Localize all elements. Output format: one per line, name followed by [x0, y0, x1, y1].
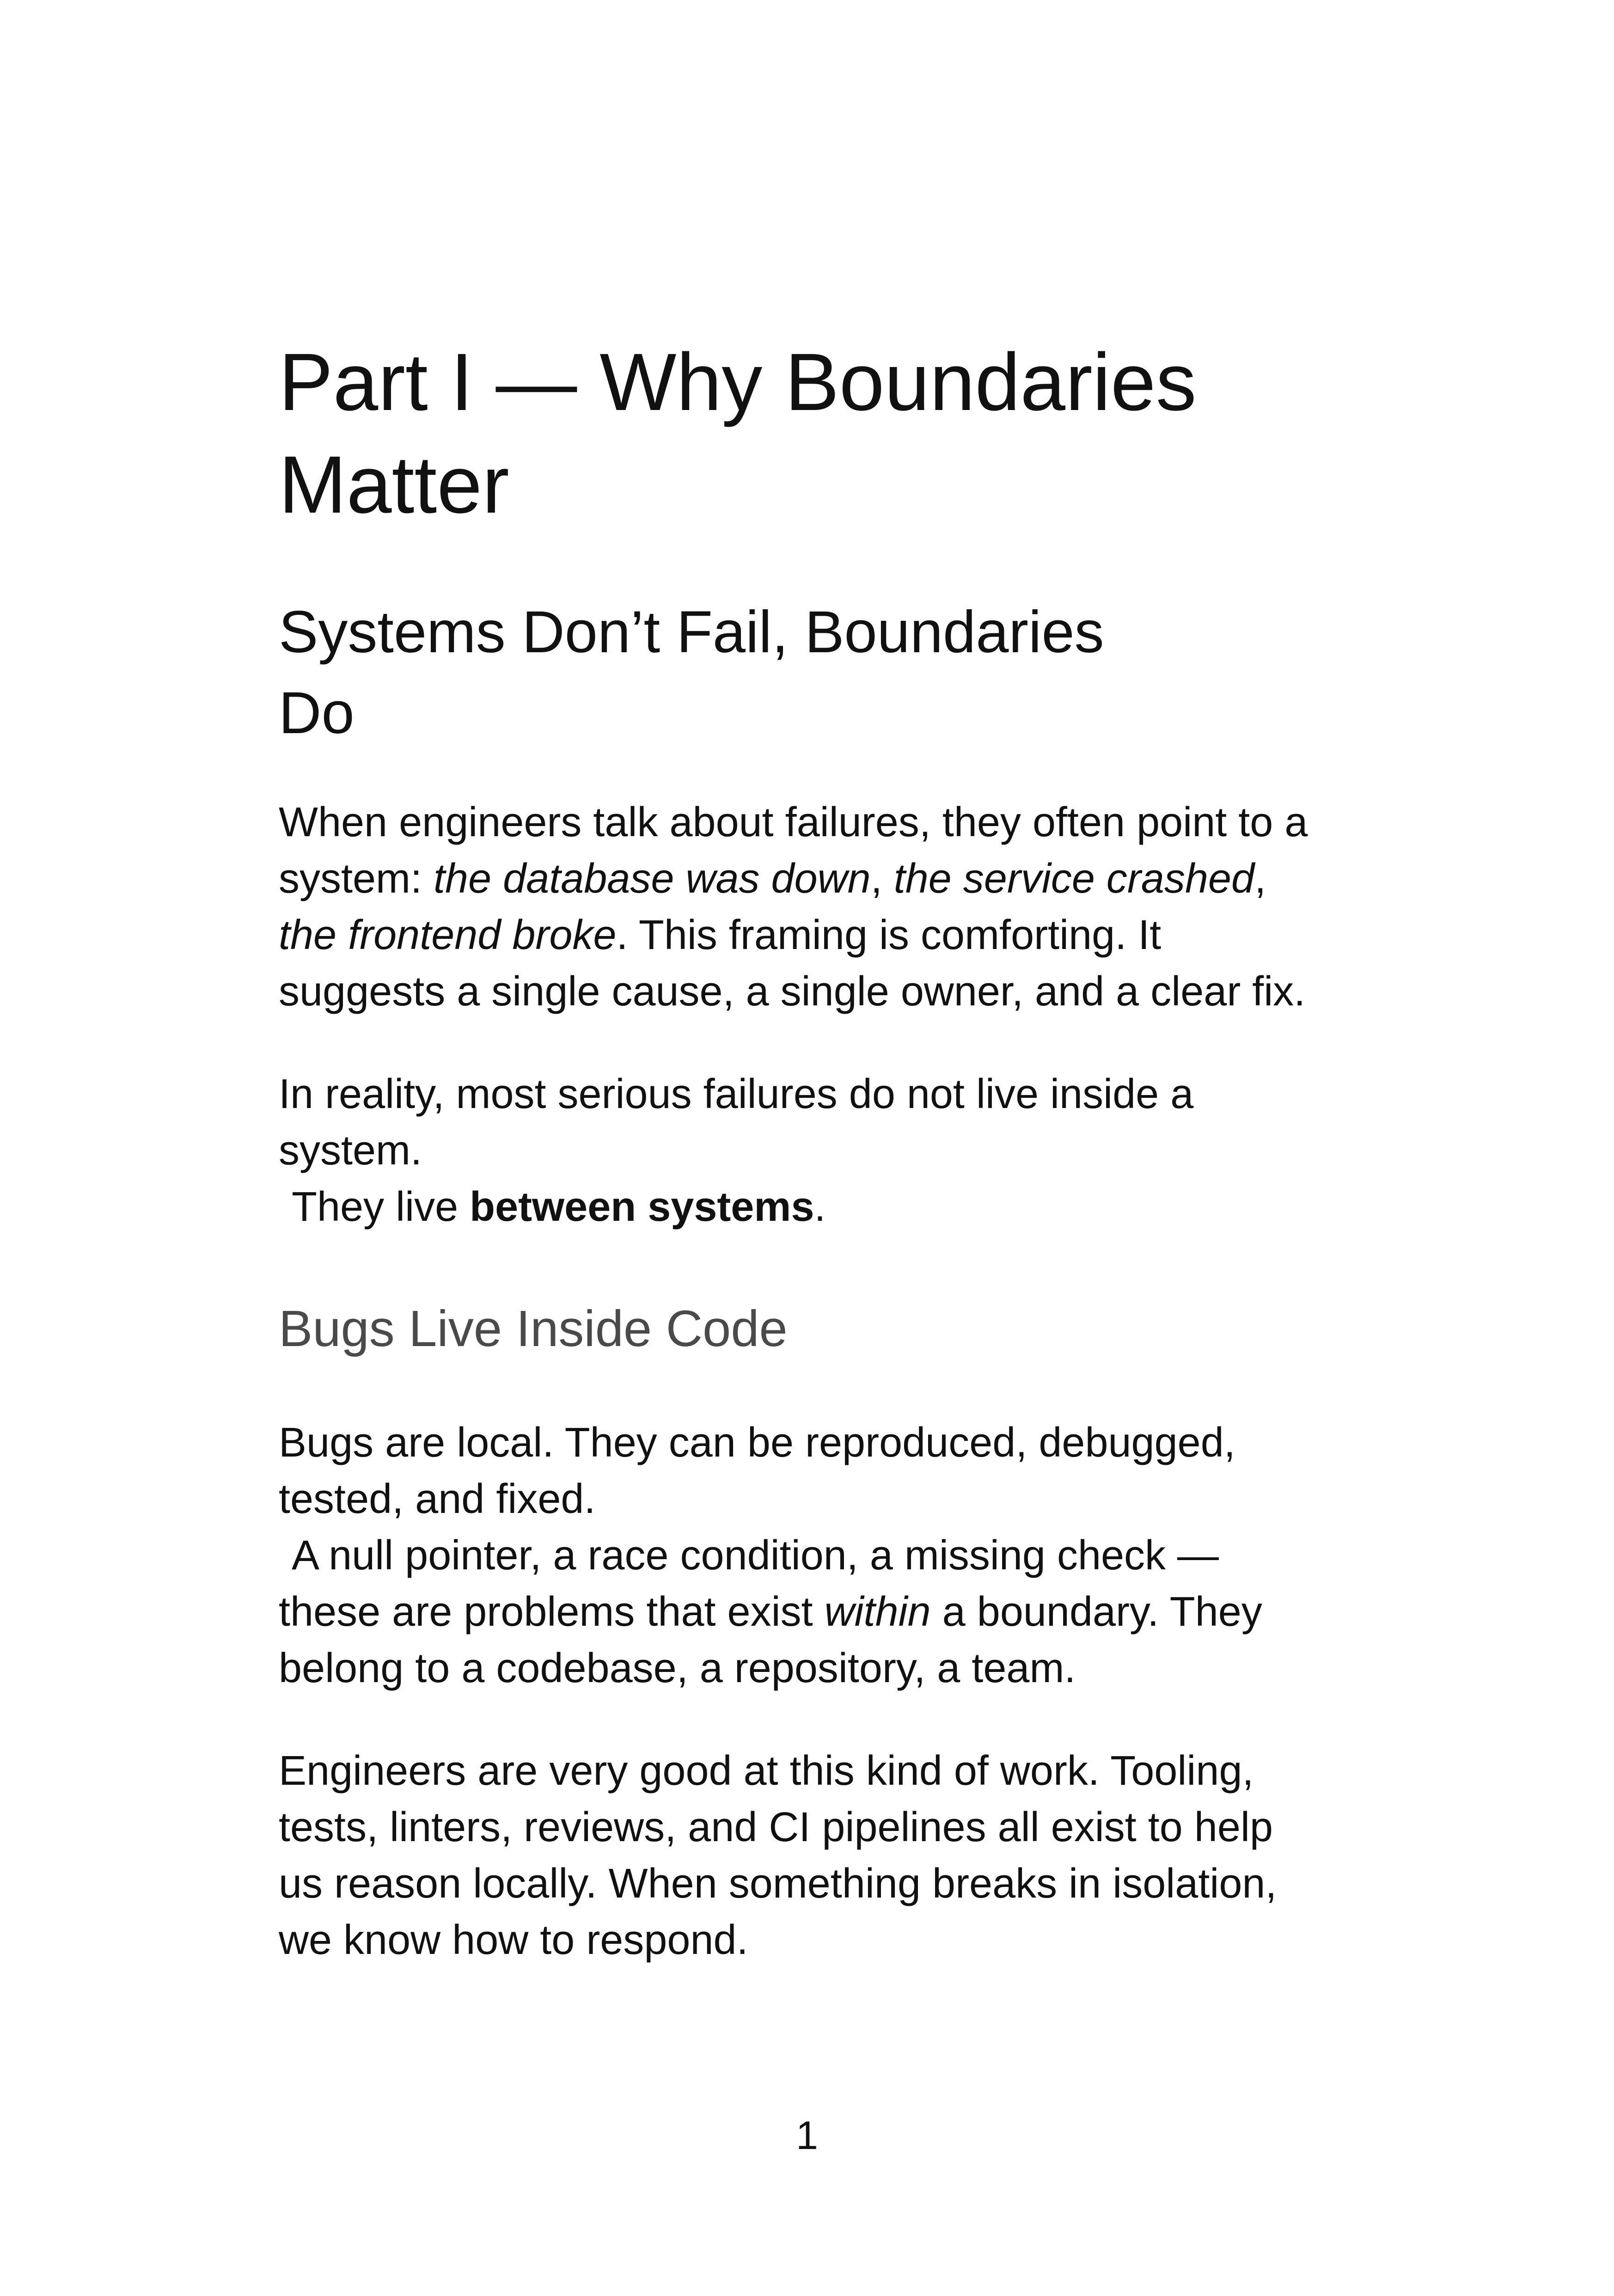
paragraph-3-line-4 [279, 1584, 1388, 1640]
paragraph-4-line-3: us reason locally. When something breaks in isolation, [279, 1861, 1277, 1907]
paragraph-1-line-4: suggests a single cause, a single owner, and a clear fix. [279, 968, 1306, 1015]
paragraph-3 [279, 1414, 1388, 1696]
paragraph-4-line-4: we know how to respond. [279, 1917, 748, 1963]
paragraph-2-line-1: In reality, most serious failures do not live inside a [279, 1071, 1194, 1117]
paragraph-4-line-2: tests, linters, reviews, and CI pipelines all exist to help [279, 1804, 1273, 1850]
paragraph-3-line-1: Bugs are local. They can be reproduced, debugged, [279, 1420, 1235, 1466]
italic-phrase: the frontend broke [279, 912, 617, 958]
paragraph-4-line-1: Engineers are very good at this kind of work. Tooling, [279, 1748, 1254, 1794]
part-title-line-1: Part I — Why Boundaries [279, 337, 1197, 428]
text-run: . [814, 1184, 826, 1230]
text-run: , [1254, 856, 1266, 902]
text-run: , [870, 856, 894, 902]
part-title-line-2: Matter [279, 440, 509, 530]
paragraph-2-line-3 [279, 1179, 1388, 1235]
paragraph-1-line-2 [279, 851, 1388, 907]
text-run: . This framing is comforting. It [616, 912, 1162, 958]
paragraph-1-line-1: When engineers talk about failures, they often point to a [279, 799, 1308, 845]
text-run: system: [279, 856, 434, 902]
section-heading-line-1: Systems Don’t Fail, Boundaries [279, 599, 1104, 665]
part-title [279, 331, 1342, 536]
italic-phrase: the database was down [434, 856, 871, 902]
paragraph-2-line-2: system. [279, 1127, 422, 1174]
page-number: 1 [796, 2113, 818, 2158]
section-heading [279, 592, 1296, 753]
paragraph-3-line-2: tested, and fixed. [279, 1476, 596, 1522]
paragraph-1 [279, 794, 1388, 1020]
text-run: They live [292, 1184, 470, 1230]
text-run: a boundary. They [930, 1589, 1262, 1635]
paragraph-3-line-5: belong to a codebase, a repository, a team. [279, 1645, 1076, 1691]
section-heading-line-2: Do [279, 680, 355, 746]
paragraph-3-line-3: A null pointer, a race condition, a missing check — [292, 1532, 1219, 1579]
paragraph-4 [279, 1743, 1388, 1968]
italic-phrase: the service crashed [893, 856, 1255, 902]
paragraph-2 [279, 1066, 1388, 1235]
subsection-heading: Bugs Live Inside Code [279, 1300, 788, 1357]
italic-phrase: within [824, 1589, 931, 1635]
paragraph-1-line-3 [279, 907, 1388, 963]
text-run: these are problems that exist [279, 1589, 825, 1635]
bold-phrase: between systems [470, 1184, 814, 1230]
